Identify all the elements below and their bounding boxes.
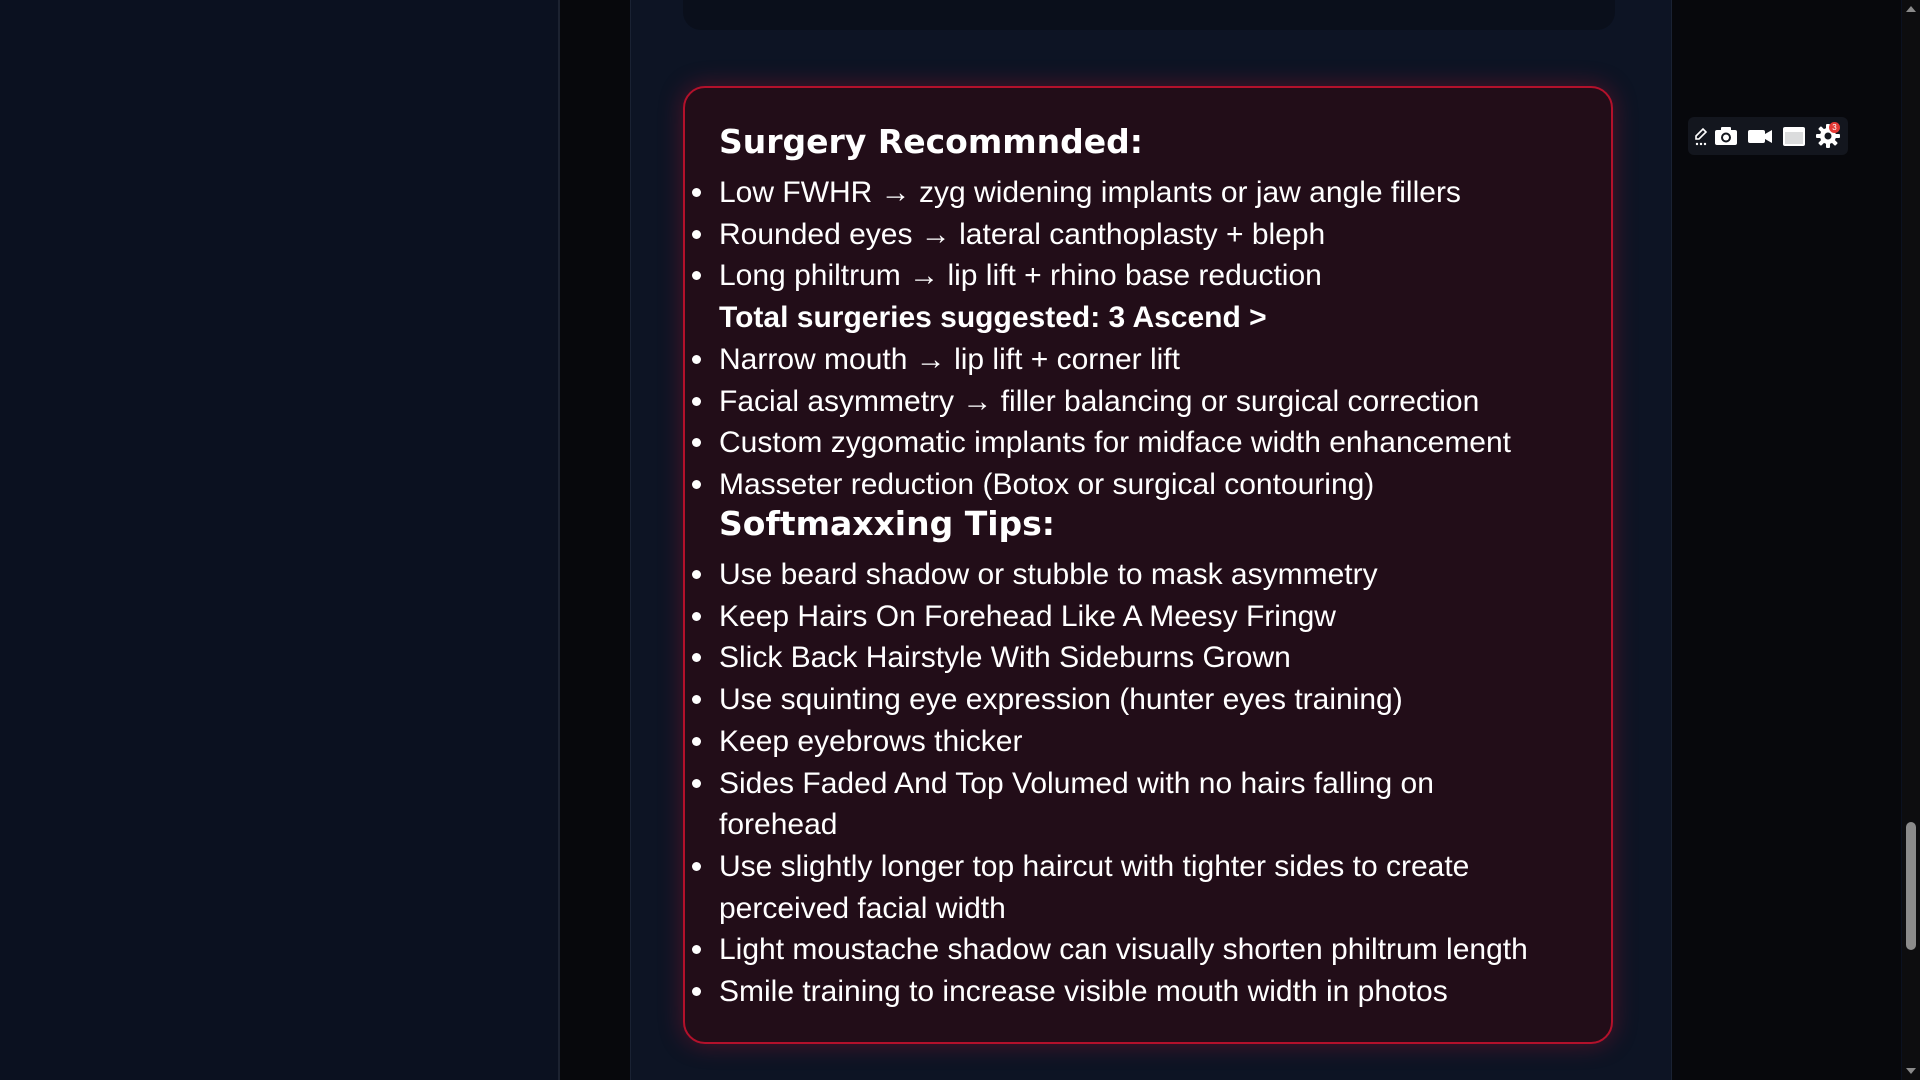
total-surgeries-line: Total surgeries suggested: 3 Ascend > (719, 301, 1267, 335)
video-icon[interactable] (1746, 122, 1774, 150)
tip-item: Smile training to increase visible mouth width in photos (685, 971, 1599, 1013)
camera-icon[interactable] (1712, 122, 1740, 150)
surgery-item: Rounded eyes → lateral canthoplasty + bleph (685, 214, 1599, 256)
surgery-item: Long philtrum → lip lift + rhino base reduction (685, 255, 1599, 297)
tip-item: Light moustache shadow can visually shorten philtrum length (685, 929, 1599, 971)
capture-toolbar (1688, 117, 1848, 155)
recommendations-card (683, 86, 1613, 1044)
surgery-item: Custom zygomatic implants for midface width enhancement (685, 422, 1599, 464)
tip-item: Use beard shadow or stubble to mask asymmetry (685, 554, 1599, 596)
right-pane (1672, 0, 1901, 1080)
surgery-list (685, 172, 1599, 506)
surgery-item: Narrow mouth → lip lift + corner lift (685, 339, 1599, 381)
tip-item: Slick Back Hairstyle With Sideburns Grown (685, 637, 1599, 679)
left-pane (0, 0, 560, 1080)
scrollbar[interactable] (1902, 0, 1920, 1080)
surgery-item: Masseter reduction (Botox or surgical contouring) (685, 464, 1599, 506)
scroll-down-arrow[interactable] (1906, 1068, 1916, 1074)
tip-item: Use slightly longer top haircut with tighter sides to create perceived facial width (685, 846, 1569, 929)
tip-item: Keep Hairs On Forehead Like A Meesy Fringw (685, 596, 1599, 638)
scrollbar-thumb[interactable] (1906, 822, 1916, 950)
edit-icon[interactable] (1692, 122, 1712, 150)
window-icon[interactable] (1780, 122, 1808, 150)
scroll-up-arrow[interactable] (1906, 6, 1916, 12)
softmaxxing-title: Softmaxxing Tips: (719, 504, 1055, 543)
chart-card-partial (683, 0, 1615, 30)
surgery-item: Facial asymmetry → filler balancing or surgical correction (685, 381, 1599, 423)
notification-badge: 3 (1829, 122, 1840, 133)
tip-item: Sides Faded And Top Volumed with no hairs falling on forehead (685, 763, 1499, 846)
tip-item: Use squinting eye expression (hunter eyes training) (685, 679, 1599, 721)
surgery-title: Surgery Recommnded: (719, 122, 1143, 161)
left-gutter (560, 0, 630, 1080)
softmaxxing-list (685, 554, 1599, 1013)
surgery-item: Low FWHR → zyg widening implants or jaw angle fillers (685, 172, 1599, 214)
tip-item: Keep eyebrows thicker (685, 721, 1599, 763)
